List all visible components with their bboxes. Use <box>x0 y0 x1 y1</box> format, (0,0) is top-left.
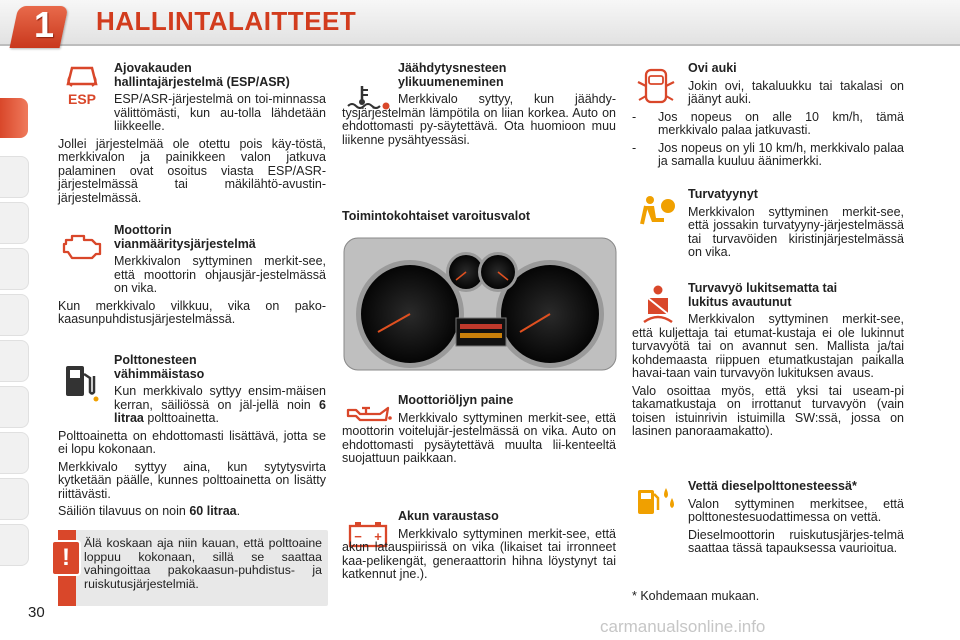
coolant-text-1: Merkkivalo syttyy, kun jäähdy-tysjärjestelmän lämpötila on liian korkea. Auto on ehdottomasti py-säytettävä. Ota huomioon muu liikenne pysähtyessäsi. <box>342 92 616 147</box>
door-section <box>632 62 904 169</box>
engine-text-1: Merkkivalon syttyminen merkit-see, että moottorin ohjausjär-jestelmässä on vika. <box>114 254 326 295</box>
sidebar-tab[interactable] <box>0 524 29 566</box>
esp-heading-1: Ajovakauden <box>114 61 192 75</box>
seatbelt-section <box>632 282 904 443</box>
engine-section <box>58 224 326 331</box>
water-text-1: Valon syttyminen merkitsee, että polttonestesuodattimessa on vettä. <box>688 496 904 524</box>
warning-text: Älä koskaan aja niin kauan, että polttoaine loppuu kokonaan, sillä se saattaa vahingoittaa pakokaasun-puhdistus- ja ruiskutusjärjestelmiä. <box>84 536 322 591</box>
page-title: HALLINTALAITTEET <box>96 6 357 36</box>
sidebar-tab[interactable] <box>0 432 29 474</box>
watermark: carmanualsonline.info <box>600 617 766 636</box>
oil-text-1: Merkkivalo syttyminen merkit-see, että moottorin voitelujär-jestelmässä on vika. Auto on ehdottomasti pysäytettävä muulta lii-kenteeltä suojattuun paikkaan. <box>342 410 616 465</box>
oil-heading: Moottoriöljyn paine <box>398 393 514 407</box>
esp-text-2: Jollei järjestelmää ole otettu pois käy-töstä, merkkivalon ja painikkeen valon jatkuva palaminen ovat osoitus viasta ESP/ASR-järjestelmässä tai mäkilähtö-avustin-järjestelmässä. <box>58 136 326 205</box>
sidebar-tab[interactable] <box>0 202 29 244</box>
sidebar-tab[interactable] <box>0 340 29 382</box>
airbag-section <box>632 188 904 264</box>
seatbelt-heading-1: Turvavyö lukitsematta tai <box>688 281 838 295</box>
engine-text-2: Kun merkkivalo vilkkuu, vika on pako-kaasunpuhdistusjärjestelmässä. <box>58 298 326 326</box>
door-list-item: - Jos nopeus on yli 10 km/h, merkkivalo palaa ja samalla kuuluu äänimerkki. <box>632 140 904 168</box>
door-list-item: - Jos nopeus on alle 10 km/h, tämä merkkivalo palaa jatkuvasti. <box>632 109 904 137</box>
engine-heading-1: Moottorin <box>114 223 172 237</box>
airbag-text-1: Merkkivalon syttyminen merkit-see, että jossakin turvatyyny-järjestelmässä tai turvavöiden kiristinjärjestelmässä on vika. <box>688 204 904 259</box>
seatbelt-heading-2: lukitus avautunut <box>688 294 792 309</box>
sidebar-tab[interactable] <box>0 294 29 336</box>
esp-section <box>58 62 326 209</box>
seatbelt-text-1: Merkkivalon syttyminen merkit-see, että kuljettaja tai etumat-kustaja ei ole lukinnut turvavyötä tai on avannut sen. Mallista ja/tai kohdemaasta riippuen etumatkustajan paikalla havai-taan vain turvavyön lukituksen avaus. <box>632 312 904 380</box>
water-section <box>632 480 904 560</box>
svg-text:+: + <box>374 529 382 544</box>
battery-heading: Akun varaustaso <box>398 509 499 523</box>
page-number: 30 <box>28 604 45 621</box>
sidebar-tab[interactable] <box>0 248 29 290</box>
coolant-section <box>342 62 616 151</box>
sidebar-tab[interactable] <box>0 156 29 198</box>
engine-heading-2: vianmääritysjärjestelmä <box>114 236 256 251</box>
chapter-sidebar <box>0 50 46 610</box>
coolant-heading-2: ylikuumeneminen <box>398 74 504 89</box>
sidebar-tab[interactable] <box>0 478 29 520</box>
instrument-cluster-image <box>342 236 618 372</box>
battery-text-1: Merkkivalo syttyminen merkit-see, että akun latauspiirissä on vika (likaiset tai irronneet kaa-pelikengät, generaattorin hihna löystynyt tai katkennut jne.). <box>342 526 616 581</box>
fuel-text-3: Merkkivalo syttyy aina, kun sytytysvirta kytketään päälle, kunnes polttoainetta on lisätty riittävästi. <box>58 459 326 501</box>
fuel-text-1: Kun merkkivalo syttyy ensim-mäisen kerran, säiliössä on jäl-jellä noin 6 litraa polttoainetta. <box>114 384 326 425</box>
function-warnings-heading: Toimintokohtaiset varoitusvalot <box>342 209 530 223</box>
coolant-heading-1: Jäähdytysnesteen <box>398 61 507 75</box>
footnote: * Kohdemaan mukaan. <box>632 589 760 603</box>
oil-section <box>342 394 616 470</box>
water-heading: Vettä dieselpolttonesteessä* <box>688 479 857 493</box>
seatbelt-text-2: Valo osoittaa myös, että yksi tai useam-pi takamatkustaja on irrottanut turvavyön (vain toisen istuinrivin istuimilla SW:ssä, jossa on lasinen panoraamakatto). <box>632 383 904 438</box>
chapter-number: 1 <box>33 4 55 45</box>
fuel-text-2: Polttoainetta on ehdottomasti lisättävä, jotta se ei lopu kokonaan. <box>58 428 326 456</box>
esp-text-1: ESP/ASR-järjestelmä on toi-minnassa välittömästi, kun au-tolla lähdetään liikkeelle. <box>114 92 326 133</box>
sidebar-tab-active[interactable] <box>0 98 28 138</box>
airbag-heading: Turvatyynyt <box>688 187 758 201</box>
function-warnings-section <box>342 210 616 228</box>
svg-text:ESP: ESP <box>67 91 97 107</box>
fuel-heading-1: Polttonesteen <box>114 353 197 367</box>
exclamation-icon: ! <box>51 540 81 576</box>
door-heading: Ovi auki <box>688 61 737 75</box>
svg-text:−: − <box>354 529 362 544</box>
water-text-2: Dieselmoottorin ruiskutusjärjes-telmä saattaa tässä tapauksessa vaurioitua. <box>688 527 904 555</box>
esp-heading-2: hallintajärjestelmä (ESP/ASR) <box>114 74 290 89</box>
door-text-1: Jokin ovi, takaluukku tai takalasi on jäänyt auki. <box>688 78 904 106</box>
fuel-heading-2: vähimmäistaso <box>114 366 205 381</box>
fuel-section <box>58 354 326 523</box>
battery-section <box>342 510 616 586</box>
sidebar-tab[interactable] <box>0 386 29 428</box>
fuel-text-4: Säiliön tilavuus on noin 60 litraa. <box>58 504 241 518</box>
